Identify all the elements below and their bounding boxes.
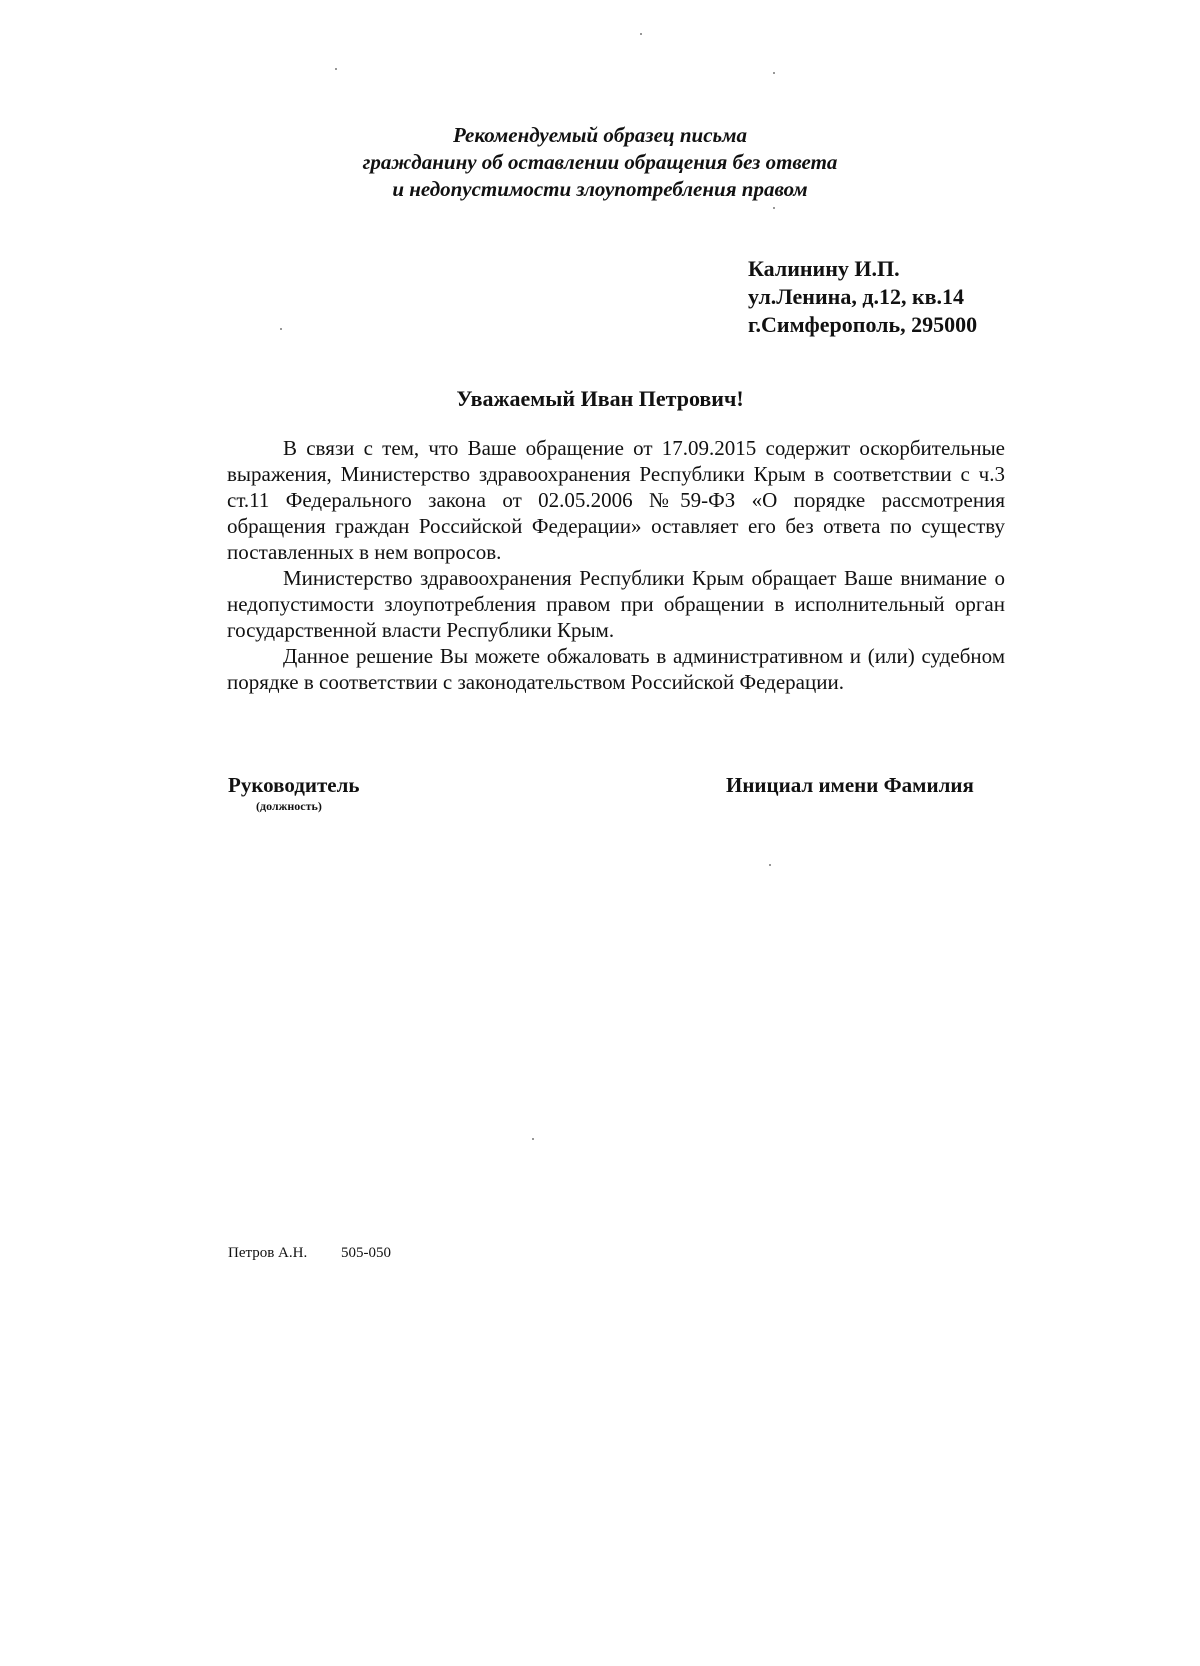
title-line-3: и недопустимости злоупотребления правом [392,177,808,201]
scan-speck [335,68,337,70]
greeting: Уважаемый Иван Петрович! [456,386,744,411]
signature-position: Руководитель [228,773,360,797]
scan-speck [769,864,771,866]
executor-info [228,1244,391,1262]
scan-speck [280,328,282,330]
document-title [250,122,950,203]
recipient-street: ул.Ленина, д.12, кв.14 [748,284,965,309]
scan-speck [773,72,775,74]
executor-name: Петров А.Н. [228,1245,308,1261]
body-paragraph-2: Министерство здравоохранения Республики Крым обращает Ваше внимание о недопустимости злоупотребления правом при обращении в исполнительный орган государственной власти Республики Крым. [227,566,1005,642]
recipient-address [748,255,977,339]
body-paragraph-3: Данное решение Вы можете обжаловать в административном и (или) судебном порядке в соответствии с законодательством Российской Федерации. [227,644,1005,694]
scan-speck [773,207,775,209]
recipient-city: г.Симферополь, 295000 [748,312,978,337]
title-line-1: Рекомендуемый образец письма [452,123,748,147]
signature-position-caption: (должность) [256,799,322,813]
body-paragraph-1: В связи с тем, что Ваше обращение от 17.09.2015 содержит оскорбительные выражения, Министерство здравоохранения Республики Крым в соответствии с ч.3 ст.11 Федерального закона от 02.05.2006 №59-ФЗ «О порядке рассмотрения обращения граждан Российской Федерации» оставляет его без ответа по существу поставленных в нем вопросов. [227,436,1005,564]
scan-speck [532,1138,534,1140]
title-line-2: гражданину об оставлении обращения без ответа [362,150,838,174]
signature-name: Инициал имени Фамилия [726,773,974,797]
scan-speck [640,33,642,35]
executor-phone: 505-050 [340,1245,391,1261]
recipient-name: Калинину И.П. [748,256,900,281]
letter-body [227,435,1005,695]
